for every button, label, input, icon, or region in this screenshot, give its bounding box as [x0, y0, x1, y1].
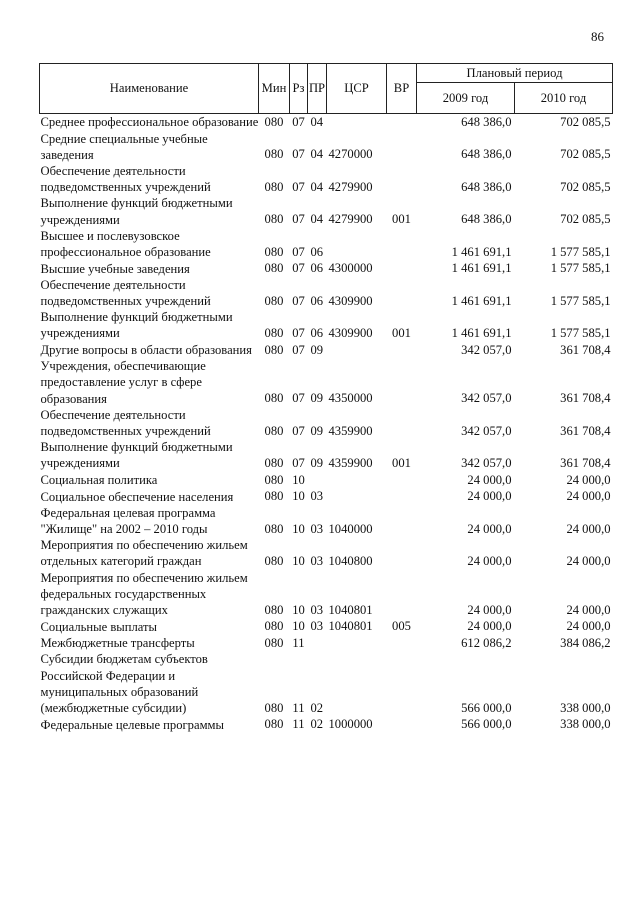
row-vr-code	[387, 260, 417, 277]
row-name: Мероприятия по обеспечению жильем отдельных категорий граждан	[40, 538, 248, 569]
header-csr: ЦСР	[327, 64, 387, 114]
table-row	[40, 570, 613, 619]
row-amount-2009: 342 057,0	[461, 342, 512, 357]
row-name: Обеспечение деятельности подведомственных учреждений	[40, 277, 211, 309]
row-amount-2010: 24 000,0	[566, 489, 611, 504]
row-name: Социальные выплаты	[40, 619, 158, 634]
row-min-code: 080	[264, 635, 284, 650]
row-pr-code: 02	[310, 700, 324, 715]
row-name: Федеральные целевые программы	[40, 717, 224, 732]
row-amount-2010: 338 000,0	[560, 700, 611, 715]
row-vr-code	[387, 131, 417, 163]
row-amount-2009: 1 461 691,1	[451, 261, 512, 276]
row-vr-code	[387, 114, 417, 131]
row-min-code: 080	[264, 342, 284, 357]
row-amount-2010: 24 000,0	[566, 521, 611, 536]
row-name: Учреждения, обеспечивающие предоставление услуг в сфере образования	[40, 359, 206, 406]
row-amount-2009: 24 000,0	[467, 619, 512, 634]
row-min-code: 080	[264, 423, 284, 438]
row-amount-2009: 1 461 691,1	[451, 244, 512, 259]
row-rz-code: 07	[292, 342, 305, 357]
row-amount-2009: 342 057,0	[461, 391, 512, 406]
table-row	[40, 131, 613, 163]
row-amount-2009: 648 386,0	[461, 115, 512, 129]
row-amount-2009: 342 057,0	[461, 456, 512, 471]
row-vr-code	[387, 716, 417, 733]
table-header	[40, 64, 613, 114]
row-amount-2010: 24 000,0	[566, 472, 611, 487]
row-name: Выполнение функций бюджетными учреждениями	[40, 440, 233, 471]
row-min-code: 080	[264, 261, 284, 276]
row-name: Высшие учебные заведения	[40, 261, 190, 276]
row-rz-code: 10	[292, 521, 305, 536]
header-year-2009: 2009 год	[417, 83, 515, 114]
row-pr-code: 03	[310, 619, 324, 634]
row-csr-code	[327, 342, 387, 359]
row-csr-code	[327, 114, 387, 131]
row-rz-code: 07	[292, 147, 305, 162]
row-csr-code: 1000000	[328, 717, 373, 732]
row-amount-2010: 384 086,2	[560, 635, 611, 650]
row-pr-code	[308, 472, 327, 489]
table-row	[40, 651, 613, 716]
table-row	[40, 342, 613, 359]
row-pr-code: 09	[310, 391, 324, 406]
row-pr-code: 04	[310, 212, 324, 227]
row-name: Социальная политика	[40, 473, 158, 488]
row-vr-code	[387, 537, 417, 569]
row-min-code: 080	[264, 244, 284, 259]
row-rz-code: 10	[292, 472, 305, 487]
row-min-code: 080	[264, 179, 284, 194]
row-min-code: 080	[264, 602, 284, 617]
row-amount-2009: 612 086,2	[461, 635, 512, 650]
row-amount-2010: 1 577 585,1	[550, 244, 611, 259]
row-pr-code: 06	[310, 244, 324, 259]
row-csr-code: 4279900	[328, 179, 373, 194]
row-min-code: 080	[264, 472, 284, 487]
row-name: Мероприятия по обеспечению жильем федеральных государственных гражданских служащих	[40, 570, 248, 618]
row-vr-code	[387, 505, 417, 537]
row-amount-2009: 648 386,0	[461, 147, 512, 162]
row-amount-2010: 1 577 585,1	[550, 293, 611, 308]
row-rz-code: 07	[292, 179, 305, 194]
row-pr-code: 04	[310, 147, 324, 162]
row-pr-code: 03	[310, 521, 324, 536]
row-amount-2010: 361 708,4	[560, 342, 611, 357]
row-amount-2009: 24 000,0	[467, 554, 512, 569]
row-amount-2010: 1 577 585,1	[550, 326, 611, 341]
row-pr-code: 04	[310, 179, 324, 194]
row-amount-2009: 24 000,0	[467, 489, 512, 504]
row-csr-code	[327, 228, 387, 260]
row-amount-2010: 338 000,0	[560, 717, 611, 732]
row-vr-code: 001	[392, 326, 411, 341]
row-min-code: 080	[264, 326, 284, 341]
row-csr-code: 4359900	[328, 423, 373, 438]
row-vr-code	[387, 407, 417, 439]
row-rz-code: 07	[292, 212, 305, 227]
row-pr-code: 06	[310, 326, 324, 341]
row-amount-2010: 702 085,5	[560, 147, 611, 162]
header-year-2010: 2010 год	[515, 83, 613, 114]
row-name: Средние специальные учебные заведения	[40, 131, 208, 162]
table-row	[40, 505, 613, 537]
row-rz-code: 11	[292, 717, 305, 732]
row-rz-code: 11	[292, 700, 305, 715]
row-name: Социальное обеспечение населения	[40, 489, 234, 504]
row-rz-code: 07	[292, 423, 305, 438]
row-min-code: 080	[264, 489, 284, 504]
header-rz: Рз	[290, 64, 308, 114]
header-pr: ПР	[308, 64, 327, 114]
row-name: Субсидии бюджетам субъектов Российской Федерации и муниципальных образований (межбюджетные субсидии)	[40, 652, 208, 716]
row-pr-code: 09	[310, 423, 324, 438]
row-min-code: 080	[264, 391, 284, 406]
row-pr-code: 09	[310, 456, 324, 471]
row-amount-2010: 702 085,5	[560, 179, 611, 194]
row-amount-2009: 566 000,0	[461, 717, 512, 732]
row-pr-code: 09	[310, 342, 324, 357]
row-amount-2009: 1 461 691,1	[451, 326, 512, 341]
row-vr-code	[387, 651, 417, 716]
row-min-code: 080	[264, 717, 284, 732]
row-name: Обеспечение деятельности подведомственных учреждений	[40, 407, 211, 439]
row-pr-code: 06	[310, 293, 324, 308]
row-csr-code: 4359900	[328, 456, 373, 471]
row-amount-2010: 361 708,4	[560, 391, 611, 406]
row-amount-2009: 566 000,0	[461, 700, 512, 715]
row-min-code: 080	[264, 619, 284, 634]
row-pr-code: 03	[310, 489, 324, 504]
row-amount-2010: 361 708,4	[560, 456, 611, 471]
row-vr-code	[387, 358, 417, 407]
row-amount-2010: 1 577 585,1	[550, 261, 611, 276]
row-csr-code	[327, 472, 387, 489]
row-vr-code	[387, 342, 417, 359]
row-amount-2010: 24 000,0	[566, 619, 611, 634]
table-row	[40, 260, 613, 277]
row-rz-code: 10	[292, 619, 305, 634]
row-csr-code: 1040000	[328, 521, 373, 536]
row-vr-code	[387, 163, 417, 195]
row-vr-code	[387, 570, 417, 619]
row-pr-code: 02	[310, 717, 324, 732]
row-csr-code	[327, 488, 387, 505]
row-name: Межбюджетные трансферты	[40, 636, 195, 651]
table-row	[40, 228, 613, 260]
row-rz-code: 11	[292, 635, 305, 650]
table-body	[40, 114, 613, 733]
row-rz-code: 07	[292, 293, 305, 308]
table-row	[40, 439, 613, 471]
row-rz-code: 10	[292, 489, 305, 504]
table-row	[40, 618, 613, 635]
row-csr-code: 1040801	[328, 602, 373, 617]
table-row	[40, 309, 613, 341]
table-row	[40, 635, 613, 652]
row-csr-code	[327, 635, 387, 652]
row-rz-code: 07	[292, 244, 305, 259]
row-rz-code: 10	[292, 602, 305, 617]
row-csr-code: 4270000	[328, 147, 373, 162]
row-rz-code: 07	[292, 115, 305, 129]
row-csr-code: 4279900	[328, 212, 373, 227]
header-min: Мин	[259, 64, 290, 114]
row-name: Федеральная целевая программа "Жилище" на 2002 – 2010 годы	[40, 505, 216, 537]
row-csr-code: 1040801	[328, 619, 373, 634]
row-min-code: 080	[264, 212, 284, 227]
row-name: Высшее и послевузовское профессиональное образование	[40, 228, 211, 260]
row-vr-code	[387, 488, 417, 505]
table-row	[40, 114, 613, 131]
table-row	[40, 358, 613, 407]
page-number: 86	[591, 29, 604, 44]
row-csr-code	[327, 651, 387, 716]
header-name: Наименование	[40, 64, 259, 114]
header-planned-period: Плановый период	[417, 64, 613, 83]
row-amount-2010: 24 000,0	[566, 602, 611, 617]
row-min-code: 080	[264, 700, 284, 715]
row-rz-code: 07	[292, 456, 305, 471]
row-amount-2009: 24 000,0	[467, 521, 512, 536]
row-min-code: 080	[264, 521, 284, 536]
table-row	[40, 195, 613, 227]
budget-table	[39, 63, 613, 733]
row-csr-code: 4309900	[328, 293, 373, 308]
row-name: Выполнение функций бюджетными учреждениями	[40, 196, 233, 227]
row-vr-code	[387, 635, 417, 652]
table-row	[40, 716, 613, 733]
row-pr-code	[308, 635, 327, 652]
row-rz-code: 10	[292, 554, 305, 569]
table-row	[40, 277, 613, 309]
row-min-code: 080	[264, 293, 284, 308]
row-amount-2009: 342 057,0	[461, 423, 512, 438]
row-rz-code: 07	[292, 391, 305, 406]
row-csr-code: 4309900	[328, 326, 373, 341]
row-amount-2009: 648 386,0	[461, 179, 512, 194]
row-vr-code	[387, 472, 417, 489]
row-csr-code: 4350000	[328, 391, 373, 406]
row-vr-code: 001	[392, 456, 411, 471]
row-min-code: 080	[264, 115, 284, 129]
table-row	[40, 163, 613, 195]
row-min-code: 080	[264, 554, 284, 569]
table-row	[40, 407, 613, 439]
row-csr-code: 1040800	[328, 554, 373, 569]
row-vr-code: 001	[392, 212, 411, 227]
row-amount-2010: 702 085,5	[560, 212, 611, 227]
row-pr-code: 06	[310, 261, 324, 276]
row-rz-code: 07	[292, 261, 305, 276]
table-row	[40, 488, 613, 505]
row-min-code: 080	[264, 456, 284, 471]
row-name: Выполнение функций бюджетными учреждениями	[40, 310, 233, 341]
row-csr-code: 4300000	[328, 261, 373, 276]
row-amount-2009: 1 461 691,1	[451, 293, 512, 308]
row-amount-2009: 24 000,0	[467, 602, 512, 617]
row-name: Другие вопросы в области образования	[40, 343, 252, 358]
table-row	[40, 537, 613, 569]
row-amount-2010: 702 085,5	[560, 115, 611, 129]
row-pr-code: 03	[310, 554, 324, 569]
row-amount-2010: 24 000,0	[566, 554, 611, 569]
table-row	[40, 472, 613, 489]
row-amount-2009: 648 386,0	[461, 212, 512, 227]
row-rz-code: 07	[292, 326, 305, 341]
row-vr-code: 005	[392, 619, 411, 634]
row-name: Среднее профессиональное образование	[40, 115, 259, 130]
row-name: Обеспечение деятельности подведомственных учреждений	[40, 164, 211, 195]
row-min-code: 080	[264, 147, 284, 162]
row-vr-code	[387, 277, 417, 309]
row-vr-code	[387, 228, 417, 260]
row-amount-2010: 361 708,4	[560, 423, 611, 438]
row-amount-2009: 24 000,0	[467, 472, 512, 487]
row-pr-code: 04	[310, 115, 324, 129]
header-vr: ВР	[387, 64, 417, 114]
row-pr-code: 03	[310, 602, 324, 617]
